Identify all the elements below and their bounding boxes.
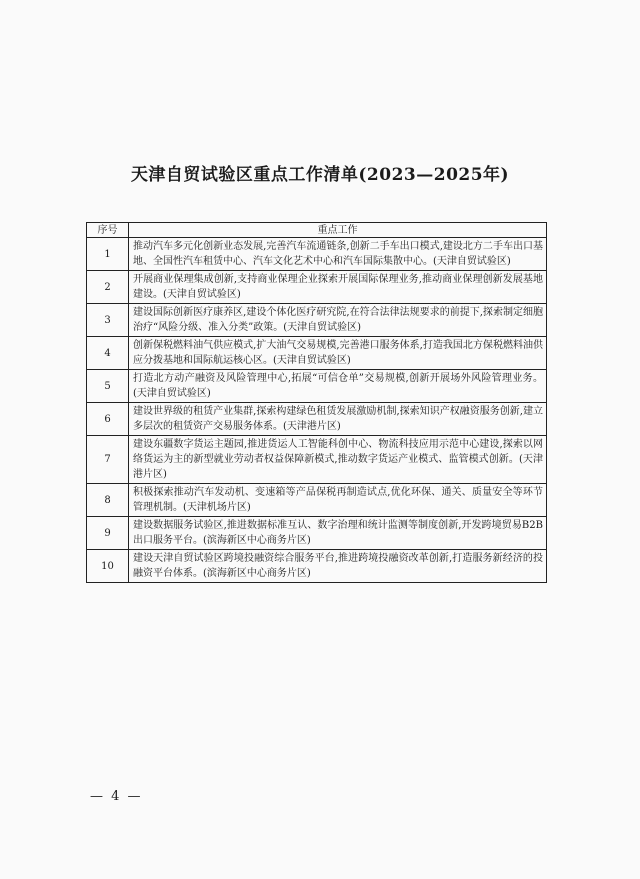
- page-title: 天津自贸试验区重点工作清单(2023—2025年): [130, 165, 510, 185]
- row-work-content: 建设天津自贸试验区跨境投融资综合服务平台,推进跨境投融资改革创新,打造服务新经济的投融资平台体系。(滨海新区中心商务片区): [129, 550, 547, 583]
- row-serial-number: 1: [87, 238, 129, 271]
- row-serial-number: 6: [87, 403, 129, 436]
- table-row: [87, 403, 547, 436]
- row-serial-number: 2: [87, 271, 129, 304]
- header-serial-number: 序号: [87, 223, 129, 238]
- table-row: [87, 484, 547, 517]
- table-row: [87, 517, 547, 550]
- row-serial-number: 3: [87, 304, 129, 337]
- row-work-content: 建设数据服务试验区,推进数据标准互认、数字治理和统计监测等制度创新,开发跨境贸易B2B出口服务平台。(滨海新区中心商务片区): [129, 517, 547, 550]
- table-row: [87, 337, 547, 370]
- row-serial-number: 10: [87, 550, 129, 583]
- row-work-content: 建设国际创新医疗康养区,建设个体化医疗研究院,在符合法律法规要求的前提下,探索制定细胞治疗“风险分级、准入分类”政策。(天津自贸试验区): [129, 304, 547, 337]
- table-header-row: [87, 223, 547, 238]
- table-row: [87, 370, 547, 403]
- row-work-content: 建设东疆数字货运主题园,推进货运人工智能科创中心、物流科技应用示范中心建设,探索以网络货运为主的新型就业劳动者权益保障新模式,推动数字货运产业模式、监管模式创新。(天津港片区): [129, 436, 547, 484]
- row-work-content: 积极探索推动汽车发动机、变速箱等产品保税再制造试点,优化环保、通关、质量安全等环节管理机制。(天津机场片区): [129, 484, 547, 517]
- row-serial-number: 5: [87, 370, 129, 403]
- row-work-content: 开展商业保理集成创新,支持商业保理企业探索开展国际保理业务,推动商业保理创新发展基地建设。(天津自贸试验区): [129, 271, 547, 304]
- table-row: [87, 304, 547, 337]
- row-work-content: 建设世界级的租赁产业集群,探索构建绿色租赁发展激励机制,探索知识产权融资服务创新,建立多层次的租赁资产交易服务体系。(天津港片区): [129, 403, 547, 436]
- row-serial-number: 7: [87, 436, 129, 484]
- row-serial-number: 9: [87, 517, 129, 550]
- work-list-table: [86, 222, 547, 583]
- row-work-content: 创新保税燃料油气供应模式,扩大油气交易规模,完善港口服务体系,打造我国北方保税燃料油供应分拨基地和国际航运核心区。(天津自贸试验区): [129, 337, 547, 370]
- header-key-work: 重点工作: [129, 223, 547, 238]
- table-row: [87, 238, 547, 271]
- table-row: [87, 271, 547, 304]
- table-row: [87, 436, 547, 484]
- row-serial-number: 4: [87, 337, 129, 370]
- row-serial-number: 8: [87, 484, 129, 517]
- table-row: [87, 550, 547, 583]
- table-body: [87, 238, 547, 583]
- row-work-content: 推动汽车多元化创新业态发展,完善汽车流通链条,创新二手车出口模式,建设北方二手车出口基地、全国性汽车租赁中心、汽车文化艺术中心和汽车国际集散中心。(天津自贸试验区): [129, 238, 547, 271]
- row-work-content: 打造北方动产融资及风险管理中心,拓展“可信仓单”交易规模,创新开展场外风险管理业务。(天津自贸试验区): [129, 370, 547, 403]
- page-number: — 4 —: [90, 789, 143, 804]
